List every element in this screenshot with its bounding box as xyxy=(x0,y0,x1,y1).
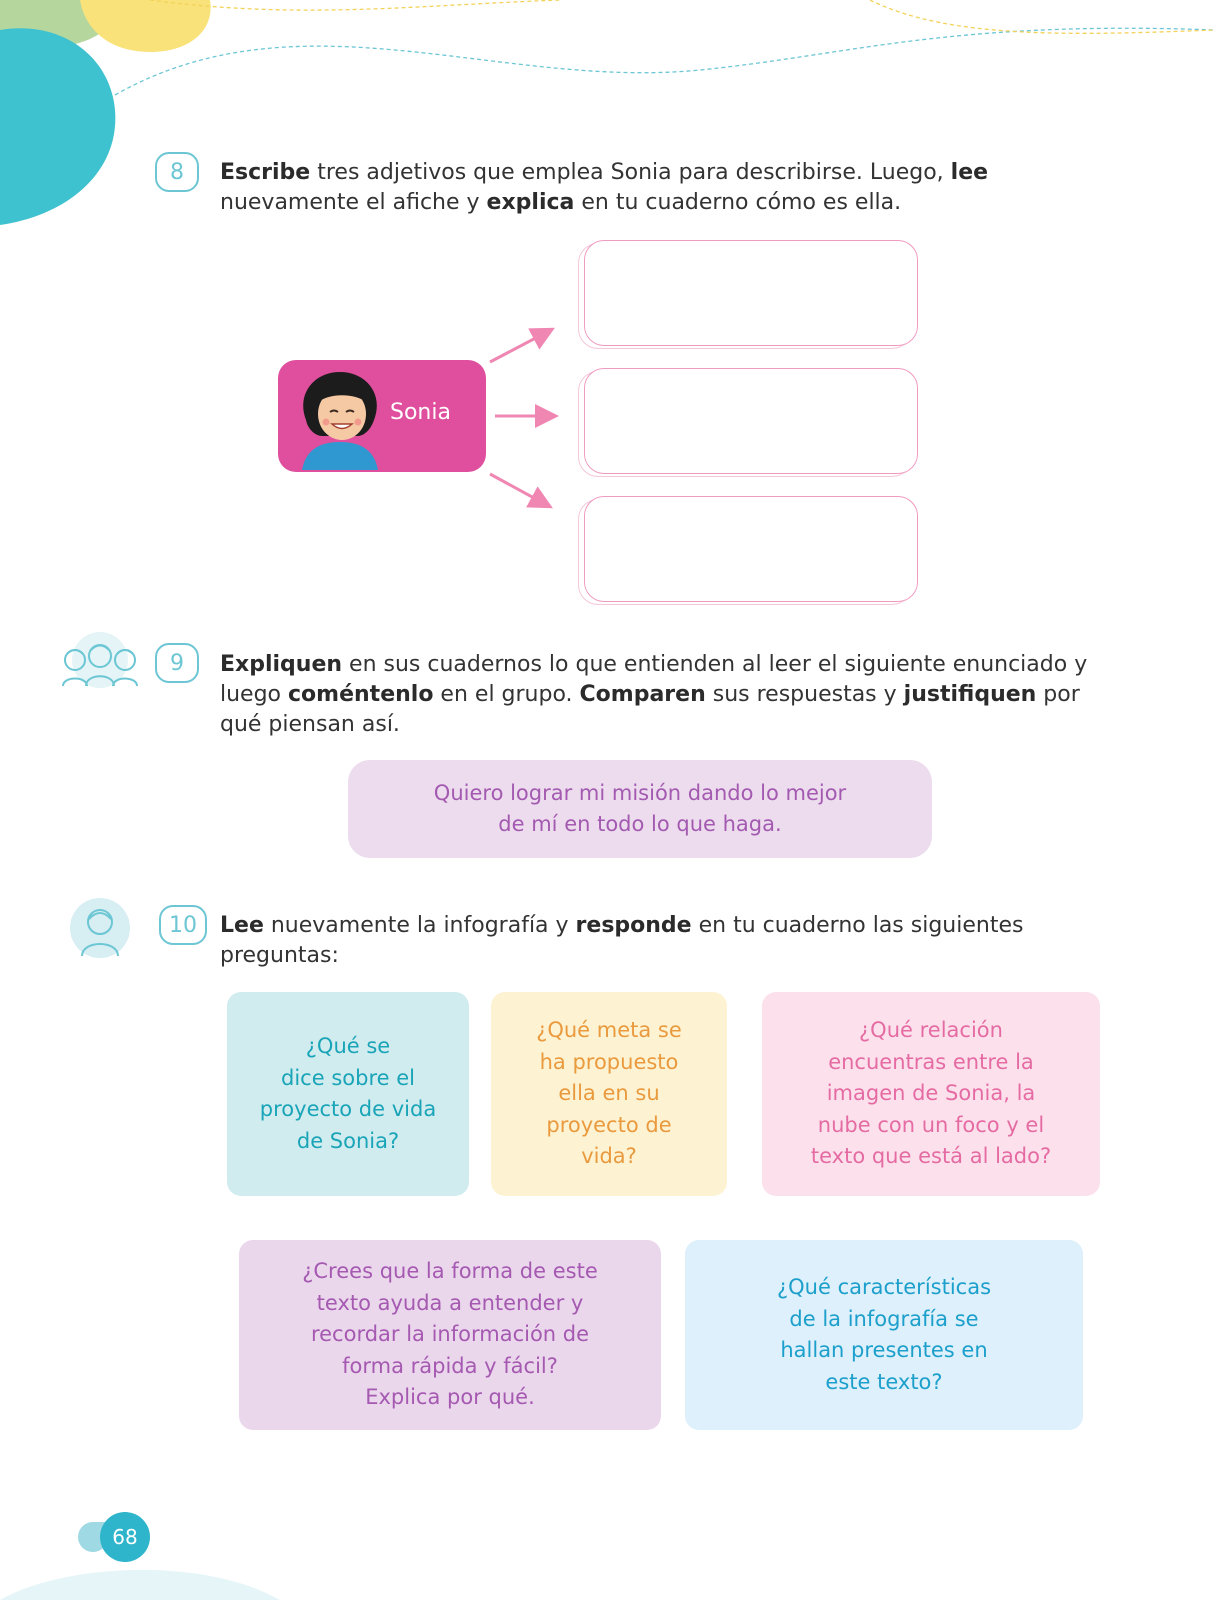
adjective-answer-box-1[interactable] xyxy=(584,240,918,346)
question-card-5: ¿Qué características de la infografía se hallan presentes en este texto? xyxy=(685,1240,1083,1430)
activity-8-instructions: Escribe tres adjetivos que emplea Sonia para describirse. Luego, lee nuevamente el afiche y explica en tu cuaderno cómo es ella. xyxy=(220,160,989,215)
activity-number: 8 xyxy=(170,159,184,185)
sonia-label: Sonia xyxy=(390,400,451,425)
decorative-bottom-shape xyxy=(0,1555,400,1600)
adjective-answer-box-3[interactable] xyxy=(584,496,918,602)
quote-box xyxy=(348,760,932,858)
sonia-portrait-icon xyxy=(292,366,388,470)
sonia-character-card xyxy=(278,360,486,472)
quote-line-1: Quiero lograr mi misión dando lo mejor xyxy=(433,781,847,805)
adjective-answer-box-2[interactable] xyxy=(584,368,918,474)
quote-line-2: de mí en todo lo que haga. xyxy=(498,812,782,836)
activity-number: 10 xyxy=(169,912,197,938)
individual-student-icon xyxy=(68,896,132,960)
question-card-3: ¿Qué relación encuentras entre la imagen de Sonia, la nube con un foco y el texto que está al lado? xyxy=(762,992,1100,1196)
activity-10-instructions: Lee nuevamente la infografía y responde en tu cuaderno las siguientes preguntas: xyxy=(220,913,1024,968)
question-card-1: ¿Qué se dice sobre el proyecto de vida de Sonia? xyxy=(227,992,469,1196)
arrows-diagram xyxy=(485,320,565,520)
arrow-up xyxy=(490,332,547,362)
question-card-4: ¿Crees que la forma de este texto ayuda a entender y recordar la información de forma rápida y fácil? Explica por qué. xyxy=(239,1240,661,1430)
activity-number-badge xyxy=(159,905,207,945)
group-of-students-icon xyxy=(55,630,145,696)
page-number: 68 xyxy=(112,1525,138,1549)
question-card-2: ¿Qué meta se ha propuesto ella en su proyecto de vida? xyxy=(491,992,727,1196)
activity-9-instructions: Expliquen en sus cuadernos lo que entienden al leer el siguiente enunciado y luego coméntenlo en el grupo. Comparen sus respuestas y justifiquen por qué piensan así. xyxy=(220,652,1088,737)
page-number-badge xyxy=(100,1512,150,1562)
activity-number-badge xyxy=(155,152,199,192)
activity-number-badge xyxy=(155,643,199,683)
activity-number: 9 xyxy=(170,650,184,676)
arrow-down xyxy=(490,474,545,504)
